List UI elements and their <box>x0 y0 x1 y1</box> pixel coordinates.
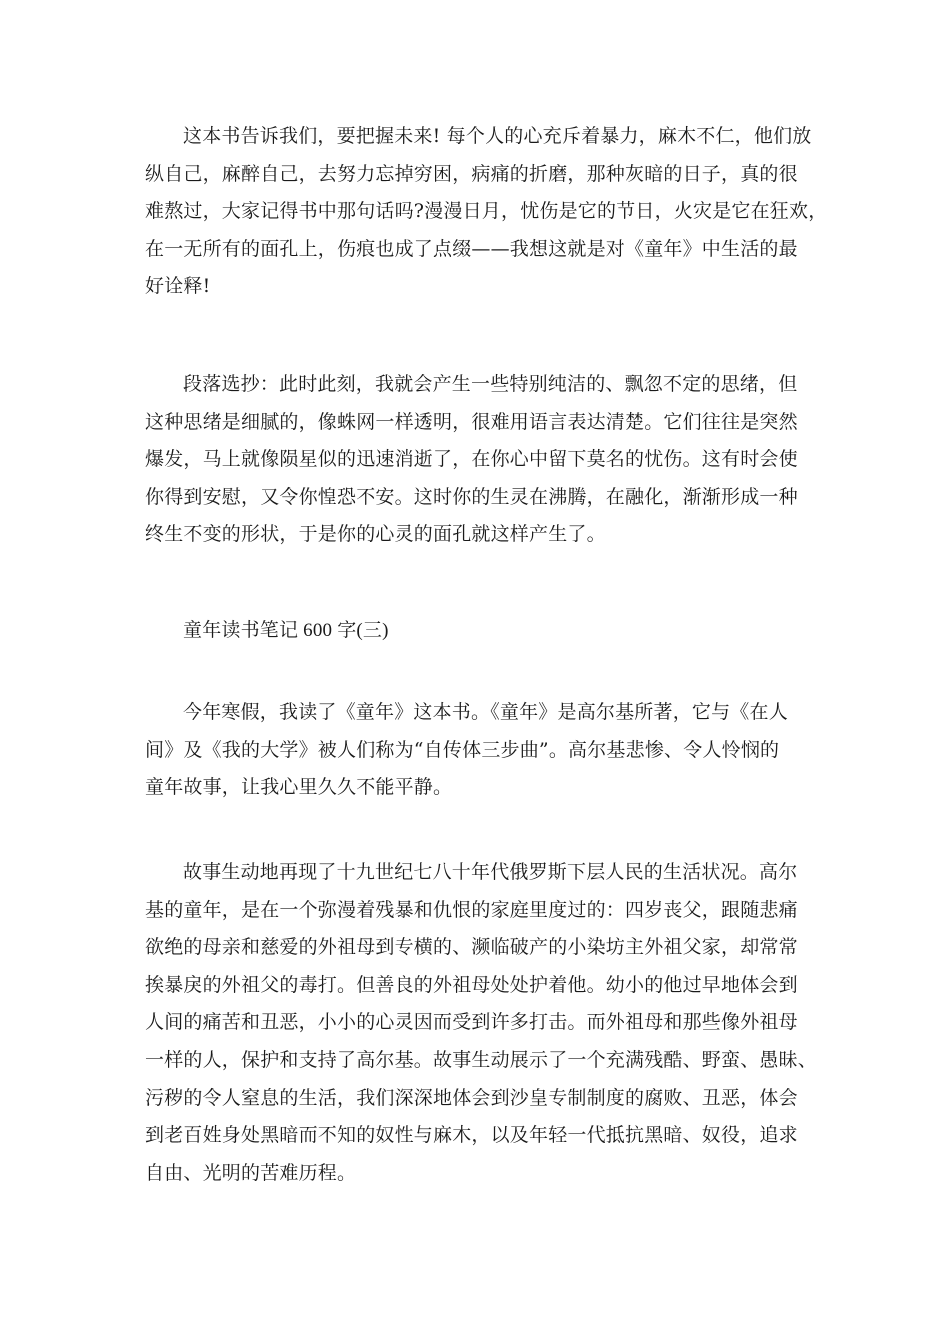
text-line: 人间的痛苦和丑恶，小小的心灵因而受到许多打击。而外祖母和那些像外祖母 <box>145 1011 798 1034</box>
text-line: 终生不变的形状，于是你的心灵的面孔就这样产生了。 <box>145 523 606 546</box>
text-line: 挨暴戾的外祖父的毒打。但善良的外祖母处处护着他。幼小的他过早地体会到 <box>145 973 798 996</box>
text-line: 今年寒假，我读了《童年》这本书。《童年》是高尔基所著，它与《在人 <box>183 701 788 723</box>
text-line: 故事生动地再现了十九世纪七八十年代俄罗斯下层人民的生活状况。高尔 <box>183 861 798 883</box>
text-line: 你得到安慰，又令你惶恐不安。这时你的生灵在沸腾，在融化，渐渐形成一种 <box>145 485 798 508</box>
text-line: 纵自己，麻醉自己，去努力忘掉穷困，病痛的折磨，那种灰暗的日子，真的很 <box>145 162 798 185</box>
paragraph-intro <box>145 694 825 807</box>
text-line: 到老百姓身处黑暗而不知的奴性与麻木，以及年轻一代抵抗黑暗、奴役，追求 <box>145 1124 798 1147</box>
section-title: 童年读书笔记 600 字(三) <box>183 620 389 641</box>
text-line: 段落选抄：此时此刻，我就会产生一些特别纯洁的、飘忽不定的思绪，但 <box>183 373 798 395</box>
text-line: 爆发，马上就像陨星似的迅速消逝了，在你心中留下莫名的忧伤。这有时会使 <box>145 448 798 471</box>
text-line: 童年故事，让我心里久久不能平静。 <box>145 776 453 799</box>
text-line: 在一无所有的面孔上，伤痕也成了点缀——我想这就是对《童年》中生活的最 <box>145 237 798 260</box>
text-line: 基的童年，是在一个弥漫着残暴和仇恨的家庭里度过的：四岁丧父，跟随悲痛 <box>145 898 798 921</box>
text-line: 好诠释! <box>145 275 211 298</box>
paragraph-book-lesson <box>145 118 828 306</box>
text-line: 欲绝的母亲和慈爱的外祖母到专横的、濒临破产的小染坊主外祖父家，却常常 <box>145 936 798 959</box>
section-heading <box>145 612 825 650</box>
text-line: 这本书告诉我们，要把握未来! 每个人的心充斥着暴力，麻木不仁，他们放 <box>183 125 812 147</box>
text-line: 自由、光明的苦难历程。 <box>145 1161 357 1184</box>
paragraph-excerpt <box>145 366 825 554</box>
text-line: 这种思绪是细腻的，像蛛网一样透明，很难用语言表达清楚。它们往往是突然 <box>145 410 798 433</box>
text-line: 污秽的令人窒息的生活，我们深深地体会到沙皇专制制度的腐败、丑恶，体会 <box>145 1086 798 1109</box>
text-line: 一样的人，保护和支持了高尔基。故事生动展示了一个充满残酷、野蛮、愚昧、 <box>145 1048 818 1071</box>
text-line: 间》及《我的大学》被人们称为“自传体三步曲”。高尔基悲惨、令人怜悯的 <box>145 738 780 761</box>
paragraph-story-summary <box>145 854 825 1192</box>
text-line: 难熬过，大家记得书中那句话吗?漫漫日月，忧伤是它的节日，火灾是它在狂欢， <box>145 200 828 223</box>
